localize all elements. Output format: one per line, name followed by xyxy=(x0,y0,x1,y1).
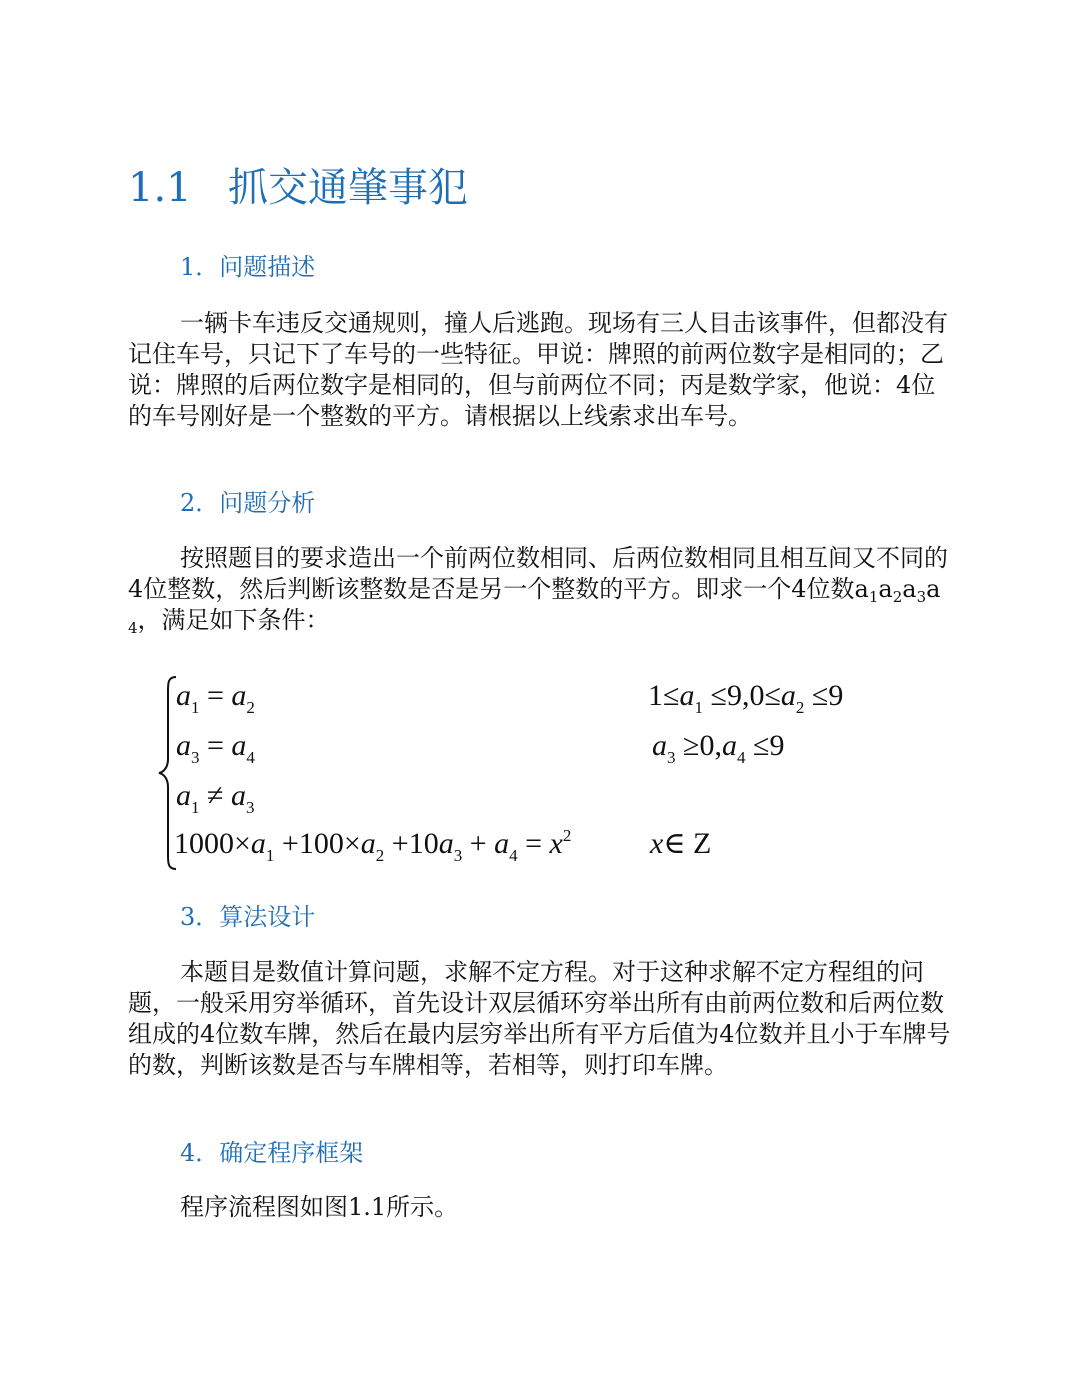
subscript: 3 xyxy=(916,588,927,606)
equation-square: $1000\times a_1 +100\times a_2 +10a_3 + a_4 = x^2$ xyxy=(174,826,572,865)
heading-problem-analysis: 2．问题分析 xyxy=(180,489,316,517)
subscript: 4 xyxy=(128,619,138,637)
paragraph-description: 一辆卡车违反交通规则，撞人后逃跑。现场有三人目击该事件，但都没有记住车号，只记下了车号的一些特征。甲说：牌照的前两位数字是相同的；乙说：牌照的后两位数字是相同的，但与前两位不同；丙是数学家，他说：4位的车号刚好是一个整数的平方。请根据以上线索求出车号。 xyxy=(128,309,948,430)
heading-algorithm-design: 3．算法设计 xyxy=(180,903,316,931)
section-number: 1.1 xyxy=(128,165,192,211)
condition-a1-a2-range: $1\le a_1 \le 9,0\le a_2 \le 9$ xyxy=(648,679,844,717)
condition-x-integer: x∈ Z xyxy=(650,827,712,860)
subscript: 1 xyxy=(868,588,879,606)
var-a: a xyxy=(878,575,893,603)
section-title xyxy=(128,160,468,216)
heading-program-framework: 4．确定程序框架 xyxy=(180,1139,364,1167)
paragraph-algorithm: 本题目是数值计算问题，求解不定方程。对于这种求解不定方程组的问题，一般采用穷举循环，首先设计双层循环穷举出所有由前两位数和后两位数组成的4位数车牌，然后在最内层穷举出所有平方后值为4位数并且小于车牌号的数，判断该数是否与车牌相等，若相等，则打印车牌。 xyxy=(128,958,951,1079)
heading-problem-description: 1．问题描述 xyxy=(180,253,316,281)
var-a: a xyxy=(902,575,917,603)
equation-a3-eq-a4: $a_3 = a_4$ xyxy=(176,729,255,767)
analysis-prefix: 按照题目的要求造出一个前两位数相同、后两位数相同且相互间又不同的4位整数，然后判断该整数是否是另一个整数的平方。即求一个4位数 xyxy=(128,544,948,603)
subscript: 2 xyxy=(892,588,903,606)
section-title-text: 抓交通肇事犯 xyxy=(228,165,468,211)
condition-a3-a4-range: $a_3 \ge 0,a_4 \le 9$ xyxy=(652,729,785,767)
paragraph-analysis xyxy=(128,543,958,636)
equation-a1-eq-a2: $a_1 = a_2$ xyxy=(176,679,255,717)
paragraph-framework: 程序流程图如图1.1所示。 xyxy=(180,1193,459,1221)
var-a: a xyxy=(926,575,941,603)
analysis-suffix: ，满足如下条件： xyxy=(137,606,330,634)
var-a: a xyxy=(854,575,869,603)
equation-a1-neq-a3: $a_1 \ne a_3$ xyxy=(176,779,255,817)
